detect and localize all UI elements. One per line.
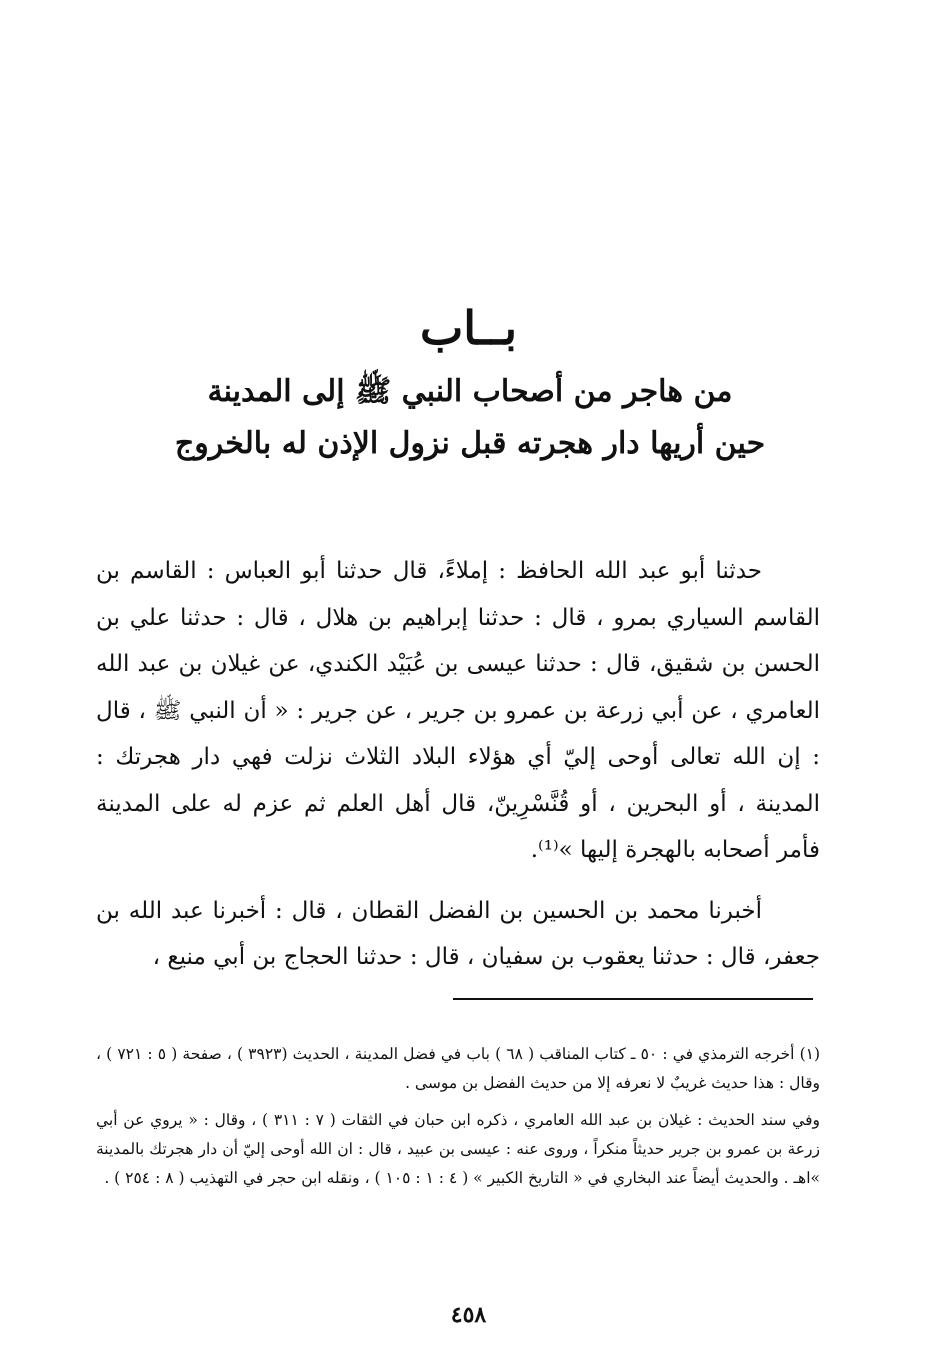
footnote-divider [453,998,813,1000]
footnote: وفي سند الحديث : غيلان بن عبد الله العامري ، ذكره ابن حبان في الثقات ( ٧ : ٣١١ ) ، وقال : « يروي عن أبي زرعة بن عمرو بن جرير حديثاً منكراً ، وروى عنه : عيسى بن عبيد ، قال : ان الله أوحى إليّ أن دار هجرتك بالمدينة »اهـ . والحديث أيضاً عند البخاري في « التاريخ الكبير » ( ٤ : ١ : ١٠٥ ) ، ونقله ابن حجر في التهذيب ( ٨ : ٢٥٤ ) . [96,1111,820,1187]
body-paragraph: حدثنا أبو عبد الله الحافظ : إملاءً، قال حدثنا أبو العباس : القاسم بن القاسم السياري بمرو ، قال : حدثنا إبراهيم بن هلال ، قال : حدثنا علي بن الحسن بن شقيق، قال : حدثنا عيسى بن عُبَيْد الكندي، عن غيلان بن عبد الله العامري ، عن أبي زرعة بن عمرو بن جرير ، عن جرير : « أن النبي ﷺ ، قال : إن الله تعالى أوحى إليّ أي هؤلاء البلاد الثلاث نزلت فهي دار هجرتك : المدينة ، أو البحرين ، أو قُنَّسْرِينّ، قال أهل العلم ثم عزم له على المدينة فأمر أصحابه بالهجرة إليها »⁽¹⁾. [96,558,820,863]
body-text [96,548,820,981]
chapter-label: بــاب [419,301,518,355]
chapter-title [150,366,790,470]
chapter-title-line: من هاجر من أصحاب النبي ﷺ إلى المدينة [207,374,733,409]
page-number: ٤٥٨ [450,1302,487,1328]
body-paragraph: أخبرنا محمد بن الحسين بن الفضل القطان ، قال : أخبرنا عبد الله بن جعفر، قال : حدثنا يعقوب بن سفيان ، قال : حدثنا الحجاج بن أبي منيع ، [96,897,820,970]
chapter-title-line: حين أريها دار هجرته قبل نزول الإذن له بالخروج [174,426,766,461]
footnote: (١) أخرجه الترمذي في : ٥٠ ـ كتاب المناقب ( ٦٨ ) باب في فضل المدينة ، الحديث (٣٩٢٣ ) ، صفحة ( ٥ : ٧٢١ ) ، وقال : هذا حديث غريبٌ لا نعرفه إلا من حديث الفضل بن موسى . [96,1045,821,1092]
footnotes [96,1040,820,1193]
